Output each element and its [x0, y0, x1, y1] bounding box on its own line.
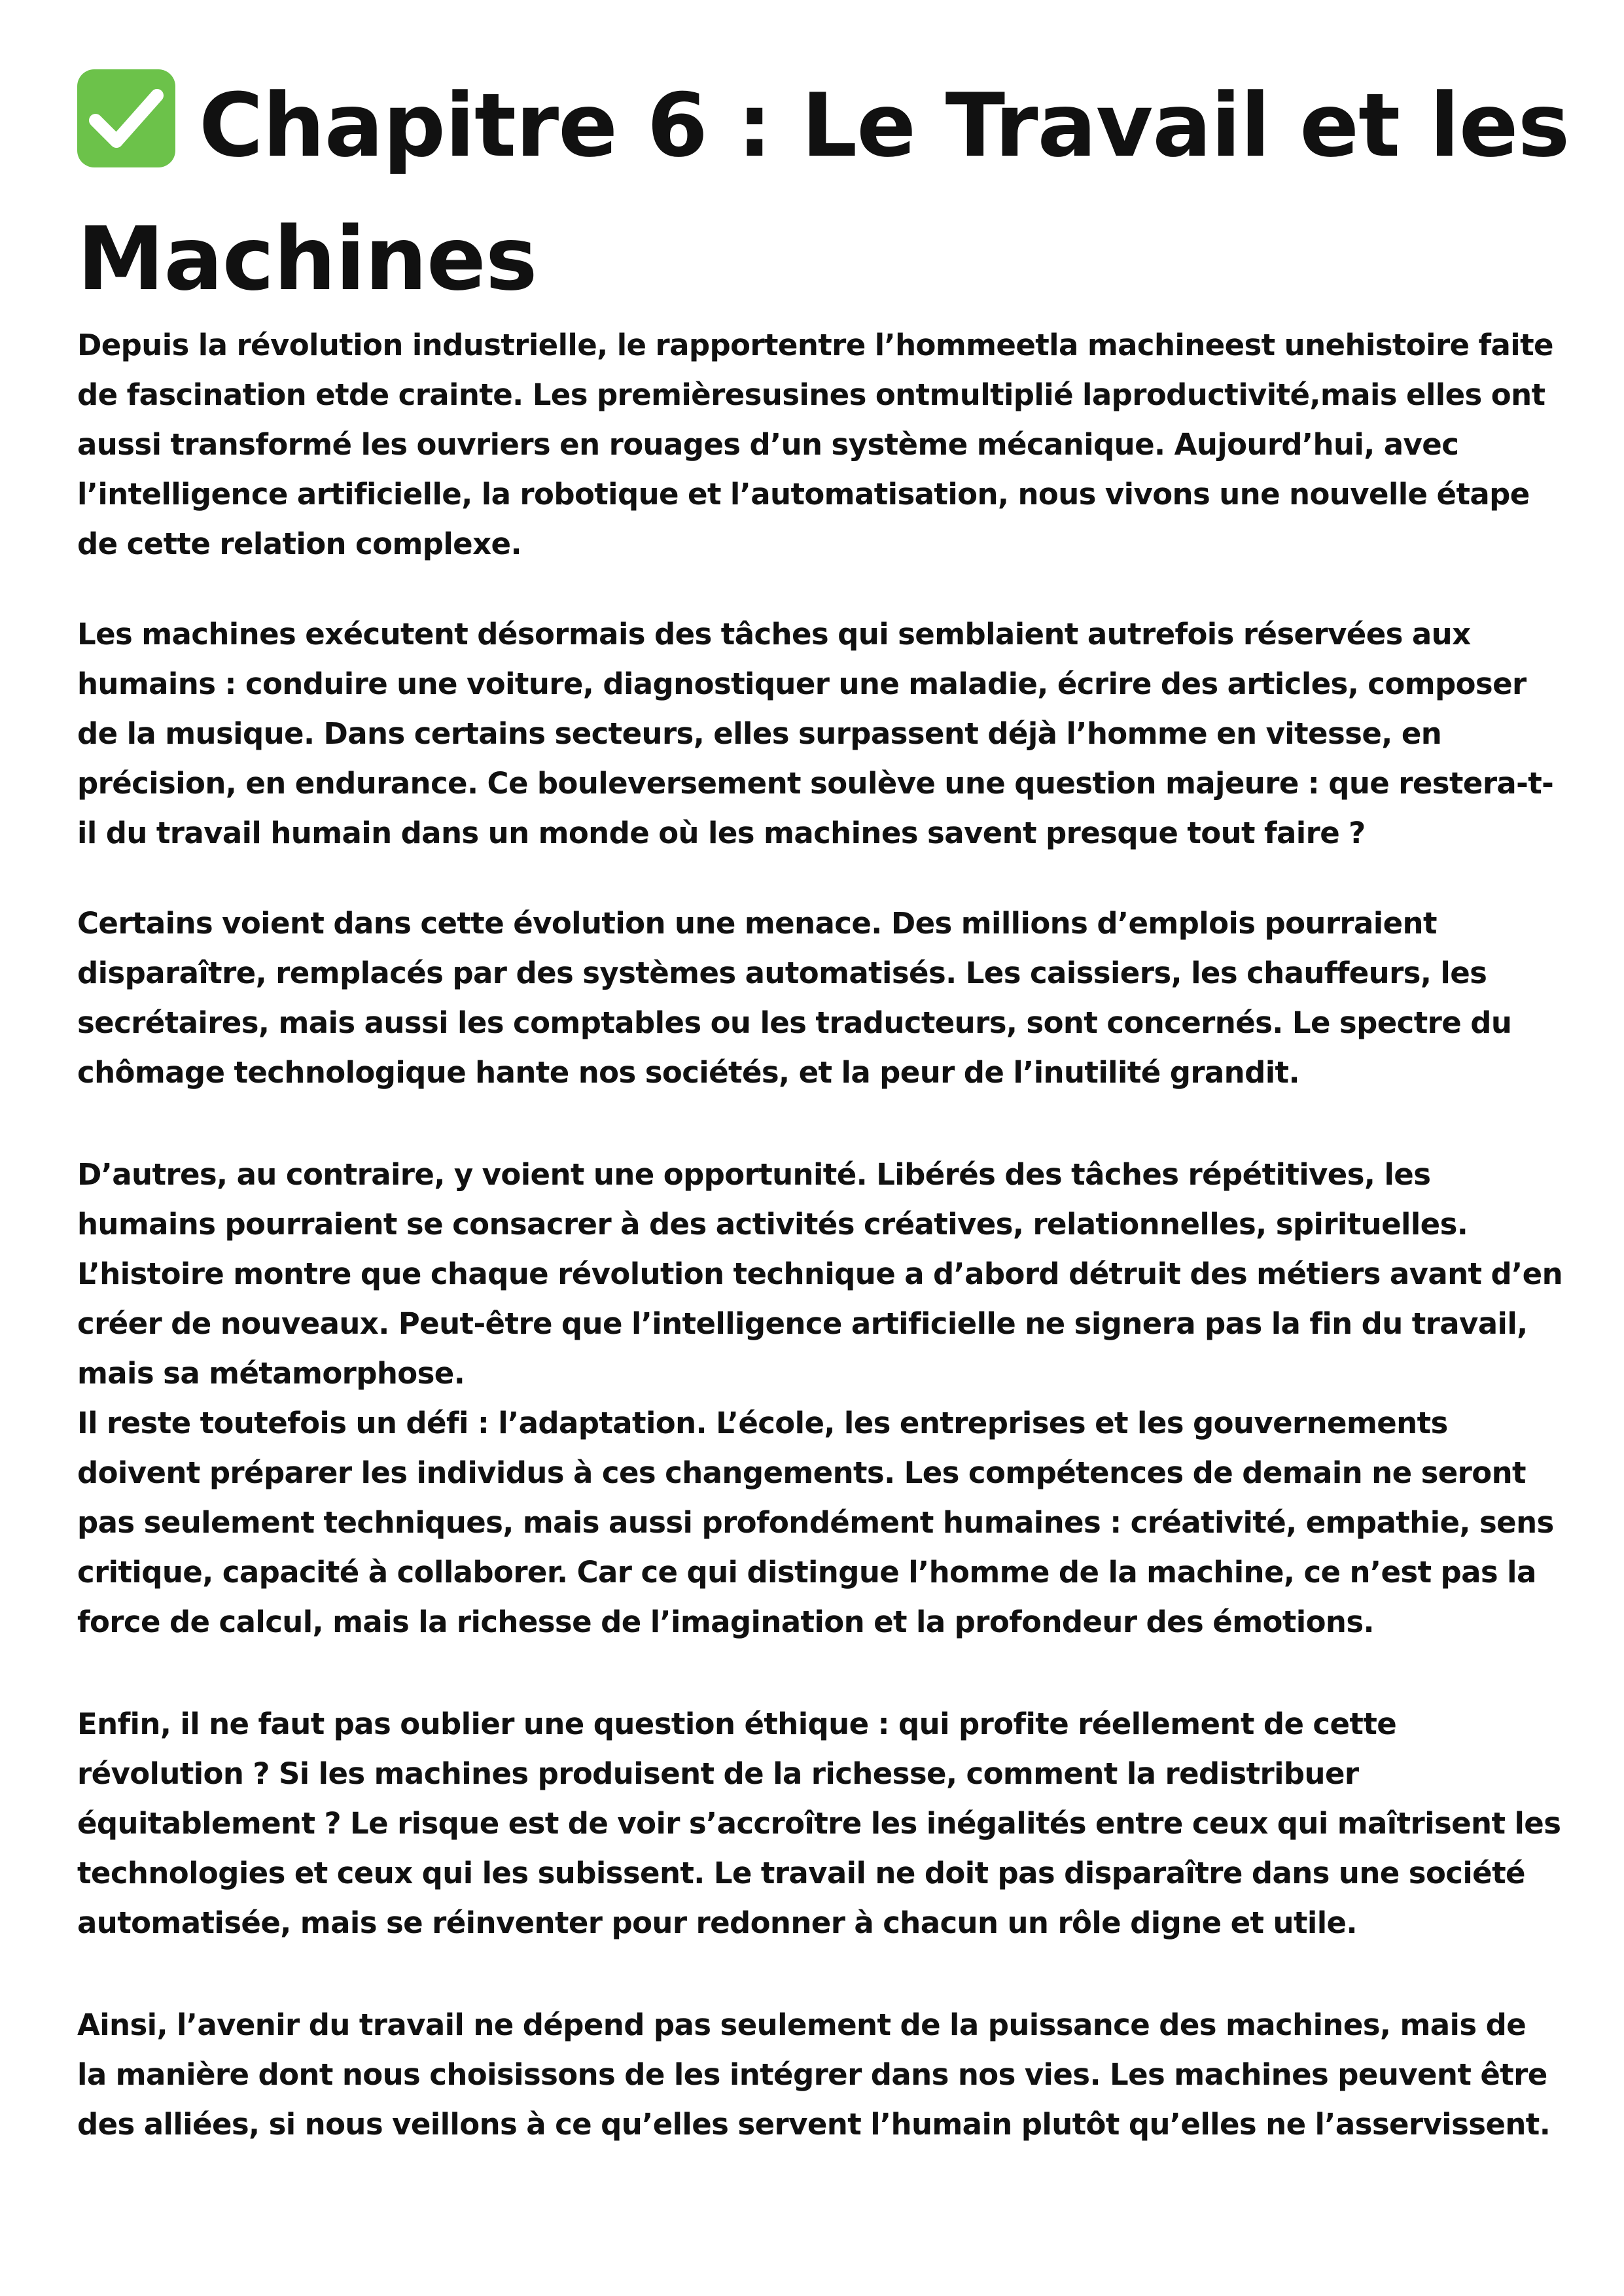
paragraph-ethics: Enfin, il ne faut pas oublier une question éthique : qui profite réellement de cette révolution ? Si les machines produisent de la richesse, comment la redistribuer équitablement ? Le risque est de voir s’accroître les inégalités entre ceux qui maîtrisent les technologies et ceux qui les subissent. Le travail ne doit pas disparaître dans une société automatisée, mais se réinventer pour redonner à chacun un rôle digne et utile.: [77, 1707, 1561, 1940]
paragraph-machines-tasks: Les machines exécutent désormais des tâches qui semblaient autrefois réservées aux humains : conduire une voiture, diagnostiquer une maladie, écrire des articles, composer de la musique. Dans certains secteurs, elles surpassent déjà l’homme en vitesse, en précision, en endurance. Ce bouleversement soulève une question majeure : que restera-t-il du travail humain dans un monde où les machines savent presque tout faire ?: [77, 617, 1554, 850]
paragraph-conclusion: Ainsi, l’avenir du travail ne dépend pas seulement de la puissance des machines, mais de la manière dont nous choisissons de les intégrer dans nos vies. Les machines peuvent être des alliées, si nous veillons à ce qu’elles servent l’humain plutôt qu’elles ne l’asservissent.: [77, 2008, 1551, 2142]
paragraph-opportunity: D’autres, au contraire, y voient une opportunité. Libérés des tâches répétitives, les humains pourraient se consacrer à des activités créatives, relationnelles, spirituelles. L’histoire montre que chaque révolution technique a d’abord détruit des métiers avant d’en créer de nouveaux. Peut-être que l’intelligence artificielle ne signera pas la fin du travail, mais sa métamorphose.: [77, 1157, 1563, 1391]
paragraph-intro: Depuis la révolution industrielle, le rapportentre l’hommeetla machineest unehistoire faite de fascination etde crainte. Les premièresusines ontmultiplié laproductivité,mais elles ont aussi transformé les ouvriers en rouages d’un système mécanique. Aujourd’hui, avec l’intelligence artificielle, la robotique et l’automatisation, nous vivons une nouvelle étape de cette relation complexe.: [77, 328, 1553, 561]
chapter-title-line1: Chapitre 6 : Le Travail et les: [199, 75, 1570, 177]
paragraph-threat: Certains voient dans cette évolution une menace. Des millions d’emplois pourraient disparaître, remplacés par des systèmes automatisés. Les caissiers, les chauffeurs, les secrétaires, mais aussi les comptables ou les traducteurs, sont concernés. Le spectre du chômage technologique hante nos sociétés, et la peur de l’inutilité grandit.: [77, 906, 1512, 1090]
chapter-body: [77, 321, 1562, 2149]
check-mark-button-icon: [77, 69, 175, 167]
chapter-title-line2: Machines: [77, 208, 537, 310]
chapter-title: [77, 59, 1570, 326]
document-page: [77, 59, 1570, 2149]
paragraph-adaptation: Il reste toutefois un défi : l’adaptation. L’école, les entreprises et les gouvernements doivent préparer les individus à ces changements. Les compétences de demain ne seront pas seulement techniques, mais aussi profondément humaines : créativité, empathie, sens critique, capacité à collaborer. Car ce qui distingue l’homme de la machine, ce n’est pas la force de calcul, mais la richesse de l’imagination et la profondeur des émotions.: [77, 1406, 1554, 1639]
